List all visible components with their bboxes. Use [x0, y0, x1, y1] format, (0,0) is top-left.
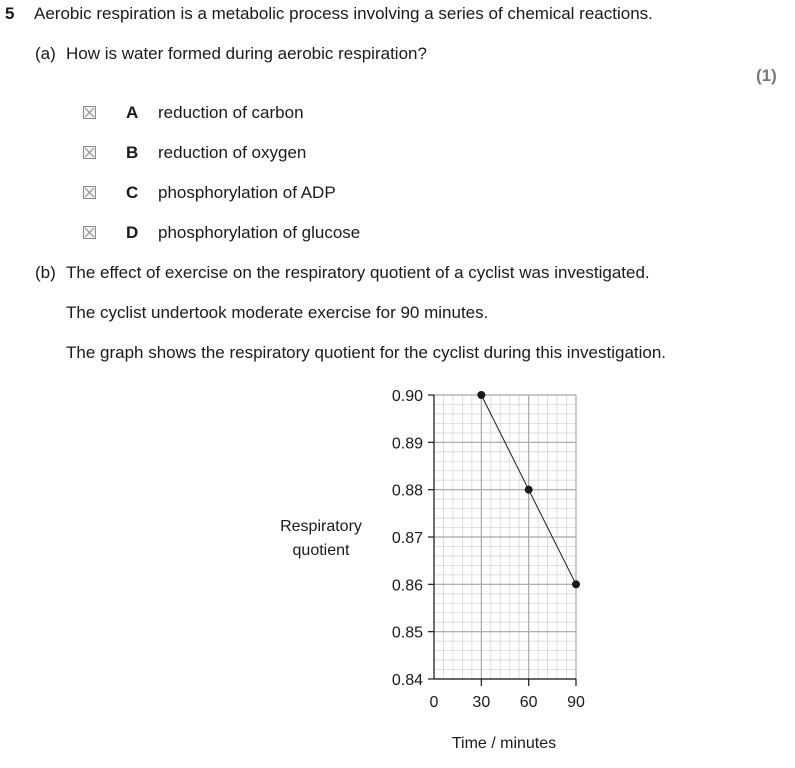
- option-a-letter: A: [126, 103, 139, 122]
- y-tick-label: 0.90: [391, 388, 423, 405]
- option-c-text: phosphorylation of ADP: [158, 183, 336, 202]
- option-d-letter: D: [126, 223, 139, 242]
- part-a-question: How is water formed during aerobic respiration?: [66, 44, 427, 63]
- x-axis-label: Time / minutes: [451, 735, 557, 752]
- data-point: [477, 391, 485, 399]
- option-b-letter: B: [126, 143, 139, 162]
- y-tick-label: 0.88: [391, 482, 423, 500]
- y-axis-label-line-1: Respiratory: [280, 518, 362, 535]
- y-tick-label: 0.85: [391, 624, 423, 642]
- part-a-marks: (1): [756, 66, 777, 85]
- part-b-line-1: The effect of exercise on the respiratory quotient of a cyclist was investigated.: [66, 263, 650, 282]
- option-c-letter: C: [126, 183, 139, 202]
- part-b-line-3: The graph shows the respiratory quotient for the cyclist during this investigation.: [66, 343, 667, 362]
- option-a-text: reduction of carbon: [158, 103, 304, 122]
- part-a-label: (a): [35, 44, 56, 63]
- option-b-text: reduction of oxygen: [158, 143, 307, 162]
- option-d-text: phosphorylation of glucose: [158, 223, 361, 242]
- x-tick-label: 90: [567, 694, 585, 711]
- y-axis-label-line-2: quotient: [292, 542, 350, 559]
- y-tick-label: 0.86: [391, 577, 423, 595]
- y-tick-label: 0.87: [391, 530, 423, 547]
- x-tick-label: 60: [519, 694, 538, 711]
- y-tick-label: 0.89: [391, 435, 423, 453]
- x-tick-label: 30: [472, 694, 491, 711]
- question-stem: Aerobic respiration is a metabolic process involving a series of chemical reactions.: [34, 4, 653, 23]
- y-tick-label: 0.84: [391, 672, 423, 689]
- question-number: 5: [5, 4, 15, 23]
- x-tick-label: 0: [429, 694, 439, 711]
- part-b-label: (b): [35, 263, 56, 282]
- part-b-line-2: The cyclist undertook moderate exercise for 90 minutes.: [66, 303, 489, 322]
- data-point: [525, 486, 533, 494]
- data-point: [572, 580, 580, 588]
